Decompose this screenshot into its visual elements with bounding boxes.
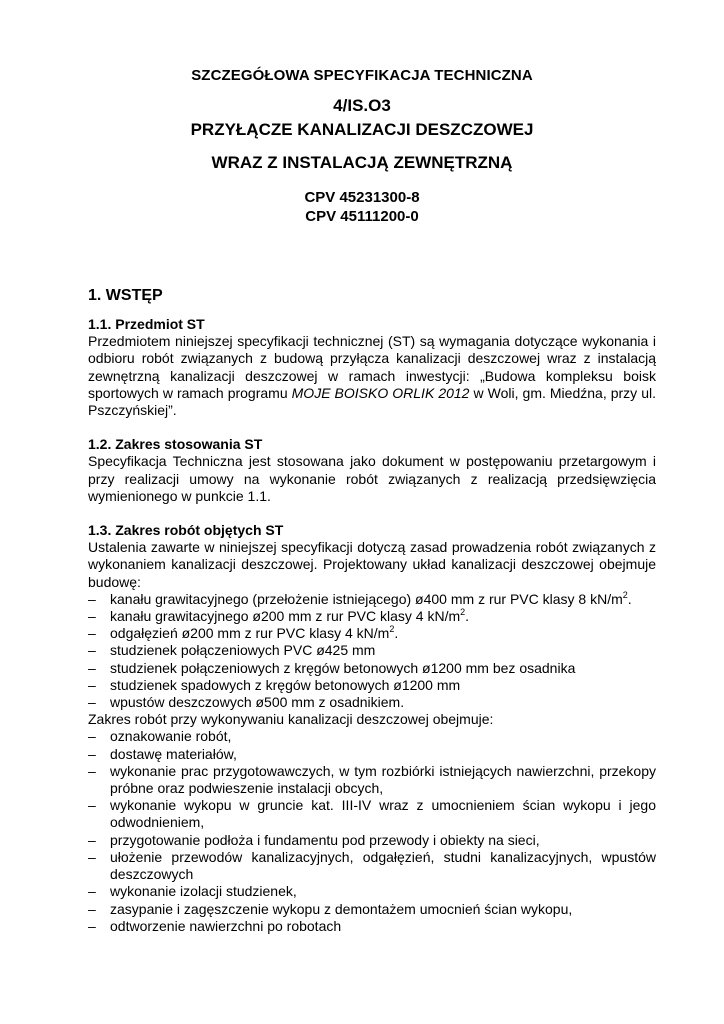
superscript: 2: [389, 624, 395, 635]
list-item-text: oznakowanie robót,: [110, 728, 232, 745]
paragraph-przedmiot: [88, 333, 656, 419]
spec-subject-cont: WRAZ Z INSTALACJĄ ZEWNĘTRZNĄ: [211, 153, 513, 172]
list-item-text: kanału grawitacyjnego ø200 mm z rur PVC klasy 4 kN/m: [110, 608, 461, 625]
list-item: [88, 883, 656, 900]
list-item-text: dostawę materiałów,: [110, 745, 237, 762]
subsection-heading-1-3: 1.3. Zakres robót objętych ST: [88, 522, 284, 539]
dash-bullet: –: [88, 745, 96, 762]
list-item: [88, 797, 656, 831]
list-item-text: ułożenie przewodów kanalizacyjnych, odgałęzień, studni kanalizacyjnych, wpustów deszczowych: [110, 848, 656, 883]
dash-bullet: –: [88, 590, 96, 607]
dash-bullet: –: [88, 900, 96, 917]
paragraph-text: Przedmiotem niniejszej specyfikacji technicznej (ST) są wymagania dotyczące wykonania i odbioru robót związanych z budową przyłącza kanalizacji deszczowej wraz z instalacją zewnętrzną kanalizacji deszczowej w ramach inwestycji: „Budowa kompleksu boisk sportowych w ramach programu: [88, 333, 656, 401]
cpv-code-1: CPV 45231300-8: [304, 189, 420, 206]
dash-bullet: –: [88, 917, 96, 934]
subsection-heading-1-1: 1.1. Przedmiot ST: [88, 316, 205, 332]
list-zakres: [88, 728, 656, 934]
dash-bullet: –: [88, 642, 96, 659]
list-item-text: wpustów deszczowych ø500 mm z osadnikiem.: [110, 694, 405, 711]
paragraph-zakres-stosowania: Specyfikacja Techniczna jest stosowana jako dokument w postępowaniu przetargowym i przy realizacji umowy na wykonanie robót związanych z realizacją przedsięwzięcia wymienionego w punkcie 1.1.: [88, 453, 656, 504]
list-item: [88, 918, 656, 935]
superscript: 2: [460, 607, 466, 618]
list-item: [88, 642, 656, 659]
program-name: MOJE BOISKO ORLIK 2012: [291, 384, 470, 401]
list-item-text: studzienek połączeniowych z kręgów betonowych ø1200 mm bez osadnika: [110, 659, 576, 676]
document-body: [88, 286, 656, 935]
list-item: [88, 591, 656, 608]
list-item-dot: .: [465, 608, 470, 625]
list-item: [88, 660, 656, 677]
list-budowa: [88, 591, 656, 711]
list-item-text: zasypanie i zagęszczenie wykopu z demontażem umocnień ścian wykopu,: [110, 900, 573, 917]
spec-title: SZCZEGÓŁOWA SPECYFIKACJA TECHNICZNA: [191, 67, 533, 84]
list-item-text: przygotowanie podłoża i fundamentu pod przewody i obiekty na sieci,: [110, 831, 540, 848]
list-item-dot: .: [394, 625, 399, 642]
dash-bullet: –: [88, 728, 96, 745]
section-heading-wstep: 1. WSTĘP: [88, 287, 163, 304]
dash-bullet: –: [88, 883, 96, 900]
paragraph-zakres-obejmuje: Zakres robót przy wykonywaniu kanalizacji deszczowej obejmuje:: [88, 711, 494, 728]
subsection-heading-1-2: 1.2. Zakres stosowania ST: [88, 436, 263, 453]
list-item: [88, 625, 656, 642]
list-item-dot: .: [627, 590, 632, 607]
dash-bullet: –: [88, 659, 96, 676]
list-item-text: odtworzenie nawierzchni po robotach: [110, 917, 342, 934]
dash-bullet: –: [88, 608, 96, 625]
dash-bullet: –: [88, 762, 96, 779]
list-item-text: wykonanie izolacji studzienek,: [110, 883, 297, 900]
paragraph-text: w Woli, gm. Miedźna, przy ul. Pszczyńskiej”.: [88, 384, 656, 419]
list-item: [88, 677, 656, 694]
list-item-text: wykonanie prac przygotowawczych, w tym rozbiórki istniejących nawierzchni, przekopy próbne oraz podwieszenie instalacji obcych,: [110, 762, 656, 797]
cpv-code-2: CPV 45111200-0: [305, 208, 419, 225]
list-item-text: studzienek połączeniowych PVC ø425 mm: [110, 642, 376, 659]
list-item-text: wykonanie wykopu w gruncie kat. III-IV wraz z umocnieniem ścian wykopu i jego odwodnieniem,: [110, 797, 656, 831]
dash-bullet: –: [88, 797, 96, 814]
list-item: [88, 608, 656, 625]
list-item: [88, 728, 656, 745]
spec-subject: PRZYŁĄCZE KANALIZACJI DESZCZOWEJ: [190, 120, 534, 139]
superscript: 2: [622, 589, 628, 600]
list-item: [88, 849, 656, 883]
list-item: [88, 832, 656, 849]
list-item: [88, 763, 656, 797]
dash-bullet: –: [88, 831, 96, 848]
dash-bullet: –: [88, 676, 96, 693]
paragraph-zakres-robot: Ustalenia zawarte w niniejszej specyfikacji dotyczą zasad prowadzenia robót związanych z wykonaniem kanalizacji deszczowej. Projektowany układ kanalizacji deszczowej obejmuje budowę:: [88, 539, 656, 590]
dash-bullet: –: [88, 694, 96, 711]
list-item-text: studzienek spadowych z kręgów betonowych ø1200 mm: [110, 676, 461, 693]
list-item: [88, 694, 656, 711]
list-item: [88, 746, 656, 763]
spec-code: 4/IS.O3: [333, 96, 391, 115]
dash-bullet: –: [88, 848, 96, 865]
list-item-text: odgałęzień ø200 mm z rur PVC klasy 4 kN/m: [110, 625, 390, 642]
dash-bullet: –: [88, 625, 96, 642]
list-item: [88, 901, 656, 918]
list-item-text: kanału grawitacyjnego (przełożenie istniejącego) ø400 mm z rur PVC klasy 8 kN/m: [110, 590, 623, 607]
